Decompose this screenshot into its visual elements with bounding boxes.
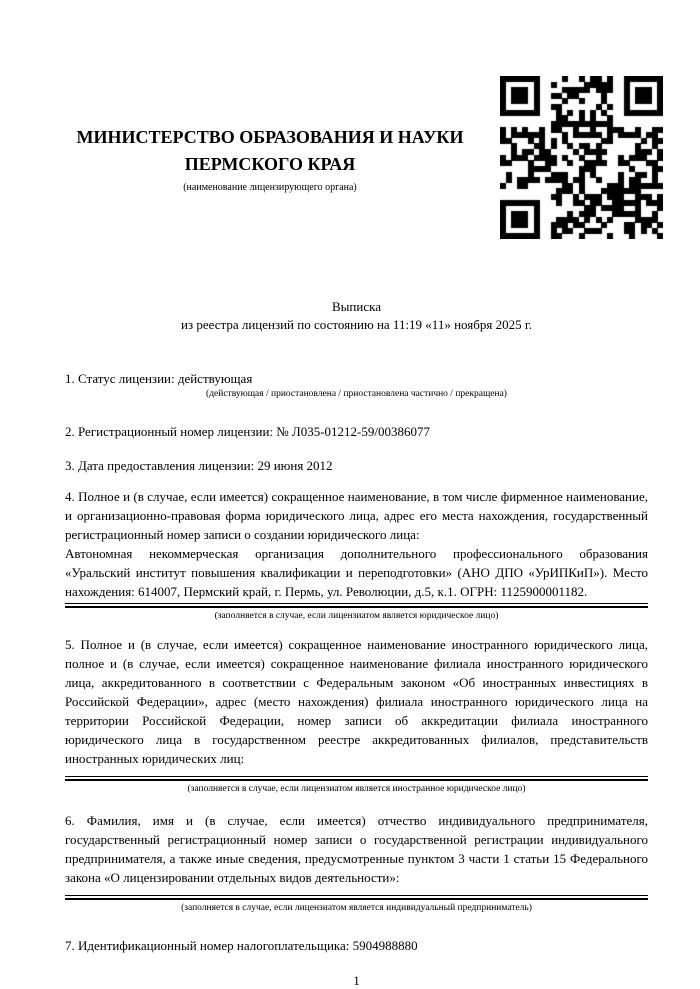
document-title-line2: из реестра лицензий по состоянию на 11:19 «11» ноября 2025 г. <box>181 317 532 332</box>
licensing-authority-name: МИНИСТЕРСТВО ОБРАЗОВАНИЯ И НАУКИ ПЕРМСКОГО КРАЯ <box>76 127 464 174</box>
licensing-authority-caption: (наименование лицензирующего органа) <box>183 182 357 193</box>
qr-code-icon <box>500 76 663 239</box>
document-title-line1: Выписка <box>332 299 381 314</box>
document-body <box>65 298 648 989</box>
field-legal-entity-label: 4. Полное и (в случае, если имеется) сокращенное наименование, в том числе фирменное наименование, и организационно-правовая форма юридического лица, адрес его места нахождения, государственный регистрационный номер записи о создании юридического лица: <box>65 489 648 542</box>
underline-individual <box>65 895 648 900</box>
field-foreign-entity-label: 5. Полное и (в случае, если имеется) сокращенное наименование иностранного юридического лица, полное и (в случае, если имеется) сокращенное наименование филиала иностранного юридического лица, аккредитованного в соответствии с Федеральным законом «Об иностранных инвестициях в Российской Федерации», адрес (место нахождения) филиала иностранного юридического лица на территории Российской Федерации, номер записи об аккредитации филиала иностранного юридического лица в государственном реестре аккредитованных филиалов, представительств иностранных юридических лиц: <box>65 637 648 766</box>
field-license-status-caption: (действующая / приостановлена / приостановлена частично / прекращена) <box>206 389 507 399</box>
field-legal-entity-value: Автономная некоммерческая организация дополнительного профессионального образования «Уральский институт повышения квалификации и переподготовки» (АНО ДПО «УрИПКиП»). Место нахождения: 614007, Пермский край, г. Пермь, ул. Революции, д.5, к.1. ОГРН: 1125900001182. <box>65 546 648 599</box>
field-taxpayer-number: 7. Идентификационный номер налогоплательщика: 5904988880 <box>65 938 418 953</box>
field-foreign-entity-value <box>65 768 648 774</box>
underline-foreign-entity <box>65 776 648 781</box>
page-number: 1 <box>353 973 360 988</box>
field-registration-number: 2. Регистрационный номер лицензии: № Л035-01212-59/00386077 <box>65 424 431 439</box>
field-individual-label: 6. Фамилия, имя и (в случае, если имеется) отчество индивидуального предпринимателя, государственный регистрационный номер записи о государственной регистрации индивидуального предпринимателя, а также иные сведения, предусмотренные пунктом 3 части 1 статьи 15 Федерального закона «О лицензировании отдельных видов деятельности»: <box>65 813 648 885</box>
document-title <box>65 298 648 334</box>
field-foreign-entity-caption: (заполняется в случае, если лицензиатом является иностранное юридическое лицо) <box>187 784 526 794</box>
field-individual-caption: (заполняется в случае, если лицензиатом является индивидуальный предприниматель) <box>181 903 532 913</box>
field-license-status: 1. Статус лицензии: действующая <box>65 371 253 386</box>
field-individual-value <box>65 887 648 893</box>
field-legal-entity-caption: (заполняется в случае, если лицензиатом является юридическое лицо) <box>214 611 499 621</box>
underline-legal-entity <box>65 603 648 608</box>
field-grant-date: 3. Дата предоставления лицензии: 29 июня 2012 <box>65 458 333 473</box>
document-header <box>0 0 700 250</box>
